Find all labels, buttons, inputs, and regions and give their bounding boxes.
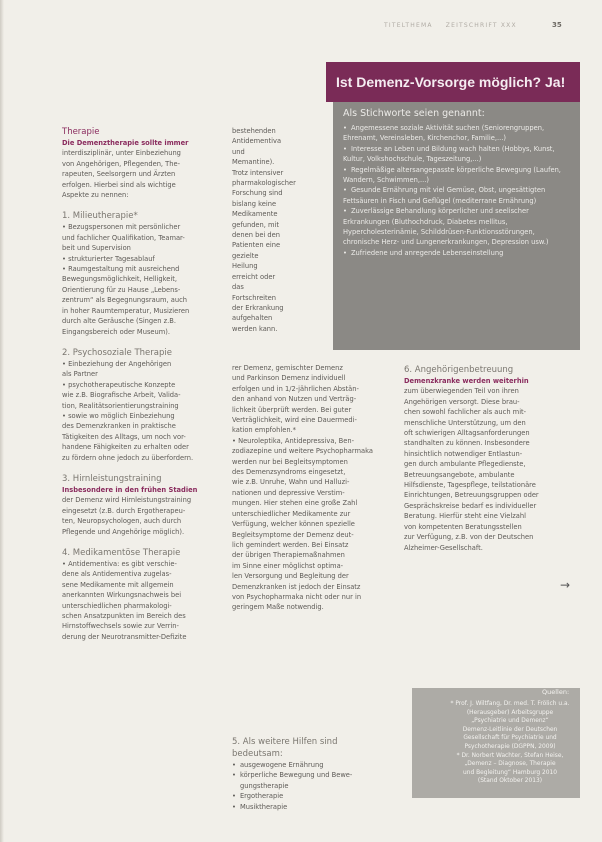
text-line: hinsichtlich notwendiger Entlastun- <box>404 449 523 458</box>
source-line: * Prof. J. Wiltfang, Dr. med. T. Frölich u.a. <box>450 701 570 707</box>
text-line: von Psychopharmaka nicht oder nur in <box>232 592 362 601</box>
text-line: chen sowohl fachlicher als auch mit- <box>404 408 527 417</box>
text-line: geringem Maße notwendig. <box>232 603 324 612</box>
source-line: (Herausgeber) Arbeitsgruppe <box>466 709 554 716</box>
text-line: Orientierung für zu Hause „Lebens- <box>62 285 181 294</box>
text-line: • Bezugspersonen mit persönlicher <box>62 223 181 232</box>
text-line: Einrichtungen, Betreuungsgruppen oder <box>404 491 539 500</box>
text-line: Verfügung, welcher können spezielle <box>232 520 355 529</box>
running-header <box>384 21 562 29</box>
list-item-continuation: gungstherapie <box>240 781 289 790</box>
list-item: • Ergotherapie <box>232 791 392 801</box>
text-line: dene als Antidementiva zugelas- <box>62 570 172 579</box>
page-spine-shadow <box>0 0 4 842</box>
text-line: der übrigen Therapiemaßnahmen <box>232 551 345 560</box>
text-line: der Erkrankung <box>232 303 284 312</box>
text-line: und Parkinson Demenz individuell <box>232 374 346 383</box>
text-line: • psychotherapeutische Konzepte <box>62 380 176 389</box>
text-line: menschliche Unterstützung, um den <box>404 418 526 427</box>
text-line: zur Verfügung, z.B. von der Deutschen <box>404 533 534 542</box>
text-line: pharmakologischer <box>232 179 296 188</box>
text-line: unterschiedlichen pharmakologi- <box>62 601 172 610</box>
section-title-therapie: Therapie <box>62 127 100 137</box>
text-line: von kompetenten Beratungsstellen <box>404 522 522 531</box>
text-line: lichkeit überprüft werden. Bei guter <box>232 405 352 414</box>
text-line: erfolgen und in 1/2-jährlichen Abstän- <box>232 384 359 393</box>
text-line: • Raumgestaltung mit ausreichend <box>62 265 180 274</box>
source-line: „Demenz – Diagnose, Therapie <box>464 761 556 768</box>
section-title-weitere-hilfen: 5. Als weitere Hilfen sind <box>232 737 338 747</box>
text-line: tion, Realitätsorientierungstraining <box>62 401 179 410</box>
source-line: * Dr. Norbert Wachter, Stefan Heise, <box>456 752 564 759</box>
text-line: zu fördern ohne jedoch zu überfordern. <box>62 453 194 462</box>
text-line: Betreuungsangebote, ambulante <box>404 470 515 479</box>
text-line: und Memantine). <box>232 147 275 167</box>
text-line: anerkannten Wirkungsnachweis bei <box>62 591 182 600</box>
text-line: durch alte Geräusche (Singen z.B. <box>62 317 176 326</box>
text-line: gefunden, mit <box>232 220 280 229</box>
text-line: zodiazepine und weitere Psychopharmaka <box>232 447 373 456</box>
text-line: Forschung sind <box>232 189 283 198</box>
text-line: schen Ansatzpunkten im Bereich des <box>62 612 186 621</box>
column-right <box>404 364 572 553</box>
text-line: unterschiedlicher Medikamente zur <box>232 509 351 518</box>
text-line: Demenzkranken ist jedoch der Einsatz <box>232 582 361 591</box>
text-line: len Versorgung und Begleitung der <box>232 572 349 581</box>
section-title-hirnleistung: 3. Hirnleistungstraining <box>62 473 162 484</box>
column-left <box>62 126 220 642</box>
text-line: Gesprächskreise bedarf es individueller <box>404 501 537 510</box>
header-magazine: ZEITSCHRIFT XXX <box>445 22 517 29</box>
text-line: • Antidementiva: es gibt verschie- <box>62 560 177 568</box>
source-line: Psychotherapie (DGPPN, 2009) <box>464 743 556 750</box>
text-line: beit und Supervision <box>62 244 131 253</box>
text-line: zentrum“ als Begegnungsraum, auch <box>62 296 187 305</box>
text-line: eingesetzt (z.B. durch Ergotherapeu- <box>62 506 186 515</box>
text-line: gezielte Heilung <box>232 251 259 271</box>
text-line: rer Demenz, gemischter Demenz <box>232 364 343 372</box>
text-line: bislang keine <box>232 199 277 208</box>
text-line: Bewegungsmöglichkeit, Helligkeit, <box>62 275 178 284</box>
text-line: gen durch ambulante Pflegedienste, <box>404 460 526 469</box>
text-line: • Einbeziehung der Angehörigen <box>62 359 172 368</box>
keyword-item: • Zuverlässige Behandlung körperlicher und seelischer Erkrankungen (Bluthochdruck, Diabetes mellitus, Hypercholesterinämie, Schilddrüsen-Funktionsstörungen, chronische Herz- und Lungenerkrankungen, Depression usw.) <box>343 206 573 248</box>
hirnleistung-lead: Insbesondere in den frühen Stadien <box>62 485 198 494</box>
text-line: Eingangsbereich oder Museum). <box>62 327 171 336</box>
text-line: Tätigkeiten des Alltags, um noch vor- <box>62 432 186 441</box>
text-line: Pflegende und Angehörige möglich). <box>62 527 185 536</box>
text-line: wie z.B. Biografische Arbeit, Valida- <box>62 391 181 400</box>
source-line: „Psychiatrie und Demenz“ <box>471 718 549 725</box>
continue-arrow-icon: → <box>560 578 571 592</box>
text-line: • Neuroleptika, Antidepressiva, Ben- <box>232 436 355 445</box>
header-section: TITELTHEMA <box>384 22 433 29</box>
text-line: als Partner <box>62 370 98 379</box>
therapie-line: von Angehörigen, Pflegenden, The- <box>62 159 181 168</box>
text-line: standhalten zu können. Insbesondere <box>404 439 530 448</box>
text-line: handene Fähigkeiten zu erhalten oder <box>62 443 189 452</box>
therapie-line: interdisziplinär, unter Einbeziehung <box>62 149 181 158</box>
text-line: wie z.B. Unruhe, Wahn und Halluzi- <box>232 478 350 487</box>
sources-label: Quellen: <box>542 688 570 696</box>
list-item: • ausgewogene Ernährung <box>232 760 392 770</box>
text-line: Fortschreiten <box>232 293 277 302</box>
text-line: Patienten eine <box>232 241 281 250</box>
text-line: aufgehalten <box>232 314 273 323</box>
text-line: sene Medikamente mit allgemein <box>62 580 174 589</box>
text-line: werden kann. <box>232 324 278 333</box>
text-line: lich gemindert werden. Bei Einsatz <box>232 540 349 549</box>
keyword-item: • Zufriedene und anregende Lebenseinstellung <box>343 248 573 258</box>
text-line: Trotz intensiver <box>232 168 284 177</box>
text-line: nationen und depressive Verstim- <box>232 488 345 497</box>
text-line: und fachlicher Qualifikation, Teamar- <box>62 233 185 242</box>
text-line: Antidementiva <box>232 137 282 146</box>
section-title-weitere-hilfen-2: bedeutsam: <box>232 749 283 759</box>
sources-box <box>412 688 580 798</box>
text-line: Hilfsdienste, Tagespflege, teilstationäre <box>404 481 536 490</box>
text-line: bestehenden <box>232 127 276 135</box>
text-line: des Demenzsyndroms eingesetzt, <box>232 468 346 477</box>
therapie-line: rapeuten, Seelsorgern und Ärzten <box>62 170 176 179</box>
list-item: • körperliche Bewegung und Bewe- <box>232 770 392 780</box>
text-line: ten, Neuropsychologen, auch durch <box>62 517 182 526</box>
text-line: kation empfohlen.* <box>232 426 297 435</box>
keyword-box <box>333 102 580 350</box>
section-title-medikamentoes: 4. Medikamentöse Therapie <box>62 548 181 558</box>
keyword-box-heading: Als Stichworte seien genannt: <box>343 108 485 119</box>
text-line: Verträglichkeit, wird eine Dauermedi- <box>232 416 357 425</box>
text-line: Medikamente <box>232 210 278 219</box>
section-title-psychosozial: 2. Psychosoziale Therapie <box>62 347 172 358</box>
keyword-item: • Gesunde Ernährung mit viel Gemüse, Obst, ungesättigten Fettsäuren in Fisch und Geflügel (mediterrane Ernährung) <box>343 185 573 206</box>
section-title-milieutherapie: 1. Milieutherapie* <box>62 211 138 222</box>
text-line: • sowie wo möglich Einbeziehung <box>62 411 175 420</box>
box-title: Ist Demenz-Vorsorge möglich? Ja! <box>336 74 566 90</box>
text-line: Alzheimer-Gesellschaft. <box>404 543 483 552</box>
keyword-item: • Regelmäßige altersangepasste körperliche Bewegung (Laufen, Wandern, Schwimmen,...) <box>343 165 573 186</box>
text-line: des Demenzkranken in praktische <box>62 422 176 431</box>
section-weitere-hilfen <box>232 736 392 812</box>
text-line: Beratung. Hierfür steht eine Vielzahl <box>404 512 526 521</box>
text-line: der Demenz wird Hirnleistungstraining <box>62 496 192 505</box>
text-line: Begleitsymptome der Demenz deut- <box>232 530 354 539</box>
column-middle-bottom <box>232 363 390 613</box>
text-line: Hirnstoffwechsels sowie zur Verrin- <box>62 622 179 631</box>
therapie-line: erfolgen. Hierbei sind als wichtige <box>62 180 176 189</box>
source-line: Demenz-Leitlinie der Deutschen <box>462 726 558 733</box>
keyword-item: • Angemessene soziale Aktivität suchen (Seniorengruppen, Ehrenamt, Vereinsleben, Kirchenchor, Familie,...) <box>343 123 573 144</box>
text-line: in hoher Raumtemperatur, Musizieren <box>62 306 190 315</box>
therapie-lead: Die Demenztherapie sollte immer <box>62 139 189 147</box>
list-item: • Musiktherapie <box>232 802 392 812</box>
section-title-angehoerige: 6. Angehörigenbetreuung <box>404 365 514 375</box>
text-line: oft schwierigen Alltagsanforderungen <box>404 429 530 438</box>
text-line: werden nur bei Begleitsymptomen <box>232 457 348 466</box>
sources-text <box>442 700 578 786</box>
keyword-list <box>343 123 573 258</box>
text-line: derung der Neurotransmitter-Defizite <box>62 632 187 641</box>
text-line: denen bei den <box>232 231 281 240</box>
text-line: im Sinne einer möglichst optima- <box>232 561 344 570</box>
text-line: erreicht oder das <box>232 272 276 292</box>
angehoerige-lead: Demenzkranke werden weiterhin <box>404 377 529 385</box>
column-middle-top <box>232 126 296 334</box>
text-line: Angehörigen versorgt. Diese brau- <box>404 397 520 406</box>
text-line: • strukturierter Tagesablauf <box>62 254 155 263</box>
keyword-item: • Interesse an Leben und Bildung wach halten (Hobbys, Kunst, Kultur, Volkshochschule, Tageszeitung,...) <box>343 144 573 165</box>
text-line: den anhand von Nutzen und Verträg- <box>232 395 357 404</box>
source-line: Gesellschaft für Psychiatrie und <box>463 735 557 742</box>
text-line: zum überwiegenden Teil von ihren <box>404 387 519 396</box>
therapie-line: Aspekte zu nennen: <box>62 191 129 200</box>
source-line: (Stand Oktober 2013) <box>477 778 543 785</box>
box-title-banner <box>326 62 580 102</box>
text-line: mungen. Hier stehen eine große Zahl <box>232 499 358 508</box>
source-line: und Begleitung“ Hamburg 2010 <box>463 769 557 776</box>
page-number: 35 <box>552 21 562 29</box>
